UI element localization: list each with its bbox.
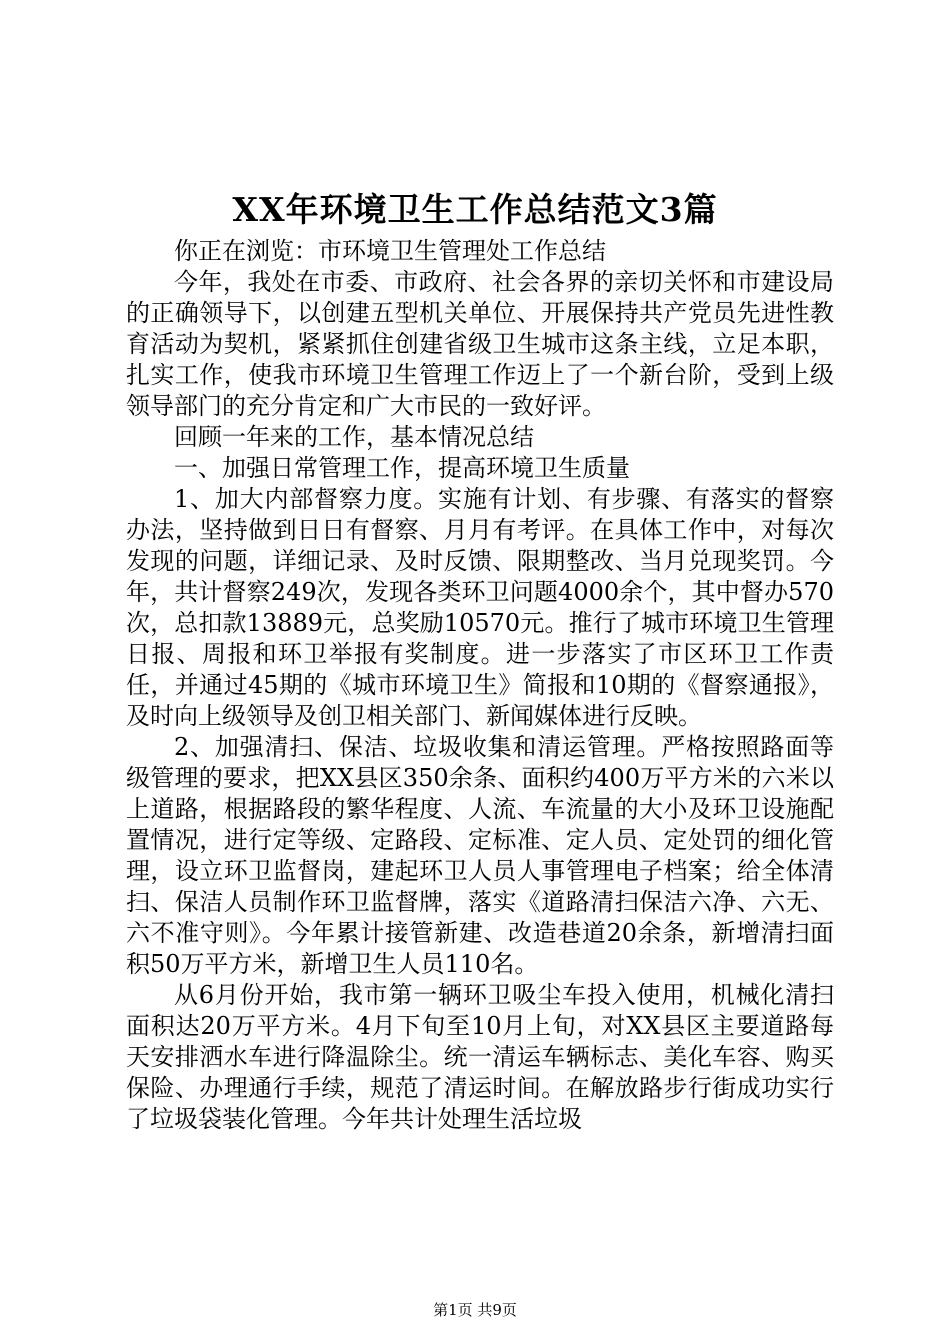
section-heading-daily-management: 一、加强日常管理工作，提高环境卫生质量 — [174, 454, 630, 482]
paragraph-internal-inspection: 1、加大内部督察力度。实施有计划、有步骤、有落实的督察办法，坚持做到日日有督察、月月有考评。在具体工作中，对每次发现的问题，详细记录、及时反馈、限期整改、当月兑现奖罚。今年，共计督察249次，发现各类环卫问题4000余个，其中督办570次，总扣款13889元，总奖励10570元。推行了城市环境卫生管理日报、周报和环卫举报有奖制度。进一步落实了市区环卫工作责任，并通过45期的《城市环境卫生》简报和10期的《督察通报》，及时向上级领导及创卫相关部门、新闻媒体进行反映。 — [126, 485, 834, 730]
paragraph-introduction: 今年，我处在市委、市政府、社会各界的亲切关怀和市建设局的正确领导下，以创建五型机关单位、开展保持共产党员先进性教育活动为契机，紧紧抓住创建省级卫生城市这条主线，立足本职，扎实工作，使我市环境卫生管理工作迈上了一个新台阶，受到上级领导部门的充分肯定和广大市民的一致好评。 — [126, 268, 834, 420]
document-title: XX年环境卫生工作总结范文3篇 — [232, 190, 718, 229]
paragraph-browsing-notice: 你正在浏览：市环境卫生管理处工作总结 — [174, 237, 606, 265]
document-body — [126, 236, 834, 1135]
page-number-footer: 第1页 共9页 — [433, 1301, 517, 1319]
paragraph-review-heading: 回顾一年来的工作，基本情况总结 — [174, 423, 534, 451]
paragraph-cleaning-management: 2、加强清扫、保洁、垃圾收集和清运管理。严格按照路面等级管理的要求，把XX县区350余条、面积约400万平方米的六米以上道路，根据路段的繁华程度、人流、车流量的大小及环卫设施配置情况，进行定等级、定路段、定标准、定人员、定处罚的细化管理，设立环卫监督岗，建起环卫人员人事管理电子档案；给全体清扫、保洁人员制作环卫监督牌，落实《道路清扫保洁六净、六无、六不准守则》。今年累计接管新建、改造巷道20余条，新增清扫面积50万平方米，新增卫生人员110名。 — [126, 733, 834, 978]
paragraph-mechanized-cleaning: 从6月份开始，我市第一辆环卫吸尘车投入使用，机械化清扫面积达20万平方米。4月下旬至10月上旬，对XX县区主要道路每天安排洒水车进行降温除尘。统一清运车辆标志、美化车容、购买保险、办理通行手续，规范了清运时间。在解放路步行街成功实行了垃圾袋装化管理。今年共计处理生活垃圾 — [126, 981, 834, 1133]
